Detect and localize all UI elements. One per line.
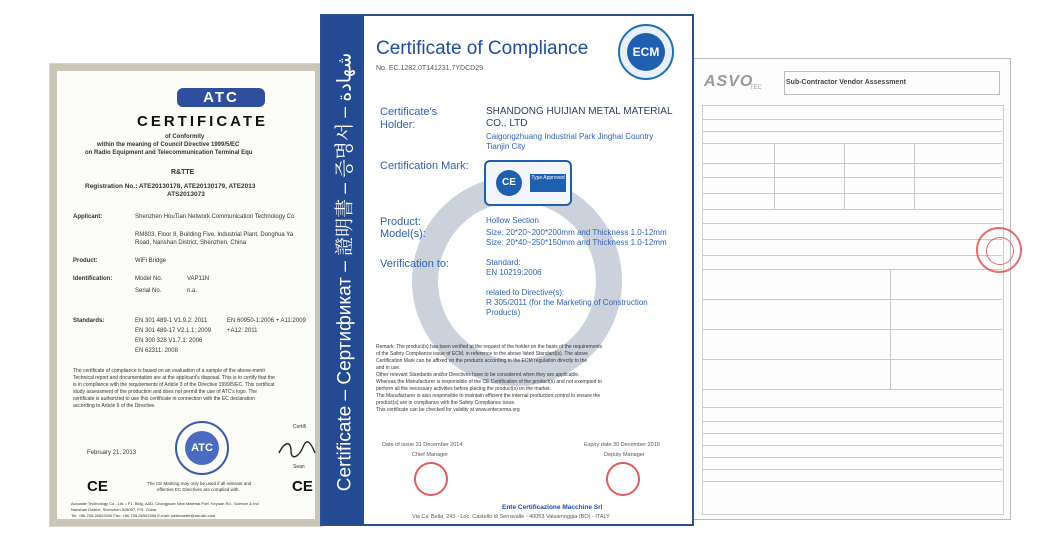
atc-applicant-label: Applicant: bbox=[73, 214, 103, 220]
atc-seal-text: ATC bbox=[185, 431, 219, 465]
form-row bbox=[702, 299, 1002, 300]
atc-standard: EN 300 328 V1.7.1: 2006 bbox=[135, 338, 203, 344]
remark-text: Whereas the Manufacturer is responsible of the CE Certification of the product(s) and not exempted to bbox=[376, 379, 602, 385]
ecm-title: Certificate of Compliance bbox=[376, 38, 589, 59]
atc-certifier-label: Certifi bbox=[293, 424, 307, 430]
red-stamp-inner bbox=[986, 237, 1014, 265]
ecm-logo bbox=[618, 24, 674, 80]
atc-standard: EN 301 489-1 V1.9.2: 2011 bbox=[135, 318, 208, 324]
atc-standard: +A12: 2011 bbox=[227, 328, 258, 334]
red-stamp bbox=[606, 462, 640, 496]
standard-label: Standard: bbox=[486, 258, 521, 267]
red-stamp bbox=[414, 462, 448, 496]
atc-date: February 21, 2013 bbox=[87, 450, 137, 456]
form-row bbox=[702, 469, 1002, 470]
atc-address: RM803, Floor 8, Building Five, Industrial Plant, Donghua Ya bbox=[135, 232, 294, 238]
atc-certificate bbox=[50, 64, 322, 526]
atc-standard: EN 62311: 2008 bbox=[135, 348, 178, 354]
remark-text: perform all the necessary activities before placing the product(s) on the market. bbox=[376, 386, 552, 392]
atc-seal bbox=[175, 421, 229, 475]
atc-applicant: Shenzhen HouTian Network Communication Technology Co bbox=[135, 214, 295, 220]
atc-model-label: Model No. bbox=[135, 276, 163, 282]
atc-product-label: Product: bbox=[73, 258, 98, 264]
vendor-assessment-form bbox=[693, 58, 1011, 520]
vendor-logo-sub: TEC bbox=[750, 85, 762, 91]
atc-identification-label: Identification: bbox=[73, 276, 113, 282]
certification-mark bbox=[484, 160, 572, 206]
holder-label: Certificate's bbox=[380, 106, 438, 118]
atc-title: CERTIFICATE bbox=[137, 113, 269, 130]
atc-registration: ATS2013073 bbox=[167, 191, 205, 198]
standard-value: EN 10219:2006 bbox=[486, 268, 542, 277]
form-column-divider bbox=[914, 143, 915, 209]
atc-model: VAP11N bbox=[187, 276, 210, 282]
atc-footer: Tel: +86-755-26503290 Fax: +86-755-26503396 E-mail: webmaster@atc-lab.com bbox=[71, 513, 216, 518]
form-row bbox=[702, 389, 1002, 390]
form-row bbox=[702, 407, 1002, 408]
atc-logo: ATC bbox=[177, 88, 265, 107]
product-name: Hollow Section bbox=[486, 216, 539, 225]
remark-text: Other relevant Standards and/or Directives have to be considered when they are applicable. bbox=[376, 372, 580, 378]
form-row bbox=[702, 209, 1002, 210]
model-size: Size: 20*40~250*150mm and Thickness 1.0-12mm bbox=[486, 238, 667, 247]
atc-product: WiFi Bridge bbox=[135, 258, 167, 264]
atc-body-text: certificate is authorized to use this certificate in connection with the EC declaration bbox=[73, 396, 255, 402]
atc-body-text: according to Article 6 of the Directive. bbox=[73, 403, 156, 409]
form-row bbox=[702, 223, 1002, 224]
ecm-logo-text: ECM bbox=[627, 33, 665, 71]
holder-name: CO., LTD bbox=[486, 118, 528, 129]
form-row bbox=[702, 329, 1002, 330]
holder-address: Tianjin City bbox=[486, 142, 526, 151]
form-row bbox=[702, 163, 1002, 164]
atc-registration: Registration No.: ATE20130178, ATE20130179, ATE2013 bbox=[85, 183, 256, 190]
form-column-divider bbox=[774, 143, 775, 209]
form-row bbox=[702, 445, 1002, 446]
ce-mark: CE bbox=[87, 478, 108, 495]
verification-label: Verification to: bbox=[380, 258, 450, 270]
atc-standard: EN 60950-1:2006 + A11:2009 bbox=[227, 318, 306, 324]
form-row bbox=[702, 457, 1002, 458]
atc-ce-note: The CE Marking may only be used if all relevant and bbox=[147, 481, 252, 486]
form-row bbox=[702, 131, 1002, 132]
vendor-logo: ASVO bbox=[704, 73, 754, 90]
ecm-certificate bbox=[320, 14, 694, 526]
vendor-title: Sub-Contractor Vendor Assessment bbox=[786, 79, 906, 86]
directive-label: related to Directive(s): bbox=[486, 288, 565, 297]
atc-body-text: is in compliance with the requirements of Article 3 of the Directive 1999/5/EC. This certificat bbox=[73, 382, 275, 388]
expiry-date: Expiry date 30 December 2019 bbox=[584, 442, 660, 448]
issue-date: Date of issue 31 December 2014 bbox=[382, 442, 463, 448]
atc-signatory: Sean bbox=[293, 464, 305, 470]
ce-mark: CE bbox=[496, 170, 522, 196]
vendor-form-table bbox=[702, 105, 1004, 515]
form-row bbox=[702, 177, 1002, 178]
form-row bbox=[702, 193, 1002, 194]
atc-body-text: study assessment of the production and does not permit the use of ATC's logo. The bbox=[73, 389, 257, 395]
holder-name: SHANDONG HUIJIAN METAL MATERIAL bbox=[486, 106, 673, 117]
model-size: Size: 20*20~200*200mm and Thickness 1.0-12mm bbox=[486, 228, 667, 237]
remark-text: Certification Mark can be affixed on the products according to the ECM regulation directly to the bbox=[376, 358, 588, 364]
remark-text: and in use. bbox=[376, 365, 401, 371]
holder-label: Holder: bbox=[380, 119, 416, 131]
form-row bbox=[702, 433, 1002, 434]
directive-value: R 305/2011 (for the Marketing of Construction bbox=[486, 298, 648, 307]
red-stamp bbox=[976, 227, 1022, 273]
atc-address: Road, Nanshan District, Shenzhen, China bbox=[135, 240, 247, 246]
atc-standard: EN 301 489-17 V2.1.1: 2009 bbox=[135, 328, 212, 334]
atc-subtitle: within the meaning of Council Directive 1999/5/EC bbox=[97, 142, 240, 148]
form-row bbox=[702, 239, 1002, 240]
ce-mark: CE bbox=[292, 478, 313, 495]
atc-footer: Nanshan District, Shenzhen 518057, P.R. China bbox=[71, 507, 157, 512]
form-column-divider bbox=[890, 269, 891, 389]
holder-address: Caigongzhuang Industrial Park Jinghai Country bbox=[486, 132, 654, 141]
form-row bbox=[702, 421, 1002, 422]
remark-text: of the Safety Compliance issue of ECM, in reference to the above listed Standard(s). The above bbox=[376, 351, 588, 357]
atc-subtitle: of Conformity bbox=[165, 134, 205, 140]
form-row bbox=[702, 269, 1002, 270]
ecm-certificate-number: No. EC.1282.0T141231.7YDCD29 bbox=[376, 65, 484, 72]
atc-serial: n.a. bbox=[187, 288, 198, 294]
form-row bbox=[702, 359, 1002, 360]
form-column-divider bbox=[844, 143, 845, 209]
form-row bbox=[702, 481, 1002, 482]
remark-text: The Manufacturer is also responsible to maintain efficient the internal production control to ensure the bbox=[376, 393, 601, 399]
product-label: Product: bbox=[380, 216, 421, 228]
atc-footer: Accurate Technology Co., Ltd. • F1, Bldg. A&D, Changyuan New Material Port, Keyuan Rd., Science & Ind bbox=[71, 501, 259, 506]
signature-icon bbox=[277, 439, 317, 459]
atc-subtitle: on Radio Equipment and Telecommunication Terminal Equ bbox=[85, 150, 253, 156]
remark-text: Remark: The product(s) has been verified at the request of the holder on the basis of the requirements bbox=[376, 344, 603, 350]
ecm-side-banner bbox=[322, 16, 364, 524]
atc-serial-label: Serial No. bbox=[135, 288, 162, 294]
atc-standards-label: Standards: bbox=[73, 318, 105, 324]
remark-text: product(s) are in compliance with the Safety Compliance issue. bbox=[376, 400, 516, 406]
certification-mark-label: Certification Mark: bbox=[380, 160, 469, 172]
directive-value: Products) bbox=[486, 308, 521, 317]
deputy-manager-label: Deputy Manager bbox=[604, 452, 645, 458]
atc-body-text: The certificate of compliance is based on an evaluation of a sample of the above-menti bbox=[73, 368, 265, 374]
atc-ce-note: effective EC Directives are complied with. bbox=[157, 487, 240, 492]
type-approved-label: Type Approved bbox=[530, 174, 566, 192]
atc-rtte: R&TTE bbox=[171, 169, 195, 176]
atc-body-text: Technical report and documentation are at the applicant's disposal. This is to certify that the bbox=[73, 375, 275, 381]
ecm-side-text: Certificate – Сертификат – 證明書 – 증명서 – شهادة bbox=[334, 52, 356, 492]
form-row bbox=[702, 119, 1002, 120]
issuer-address: Via Ca' Bella, 243 - Loc. Castello di Serravalle - 40053 Valsamoggia (BO) - ITALY bbox=[412, 514, 610, 520]
model-label: Model(s): bbox=[380, 228, 426, 240]
form-row bbox=[702, 255, 1002, 256]
form-row bbox=[702, 143, 1002, 144]
chief-manager-label: Chief Manager bbox=[412, 452, 449, 458]
issuer-name: Ente Certificazione Macchine Srl bbox=[502, 504, 603, 511]
remark-text: This certificate can be checked for validity at www.entecerma.org bbox=[376, 407, 520, 413]
